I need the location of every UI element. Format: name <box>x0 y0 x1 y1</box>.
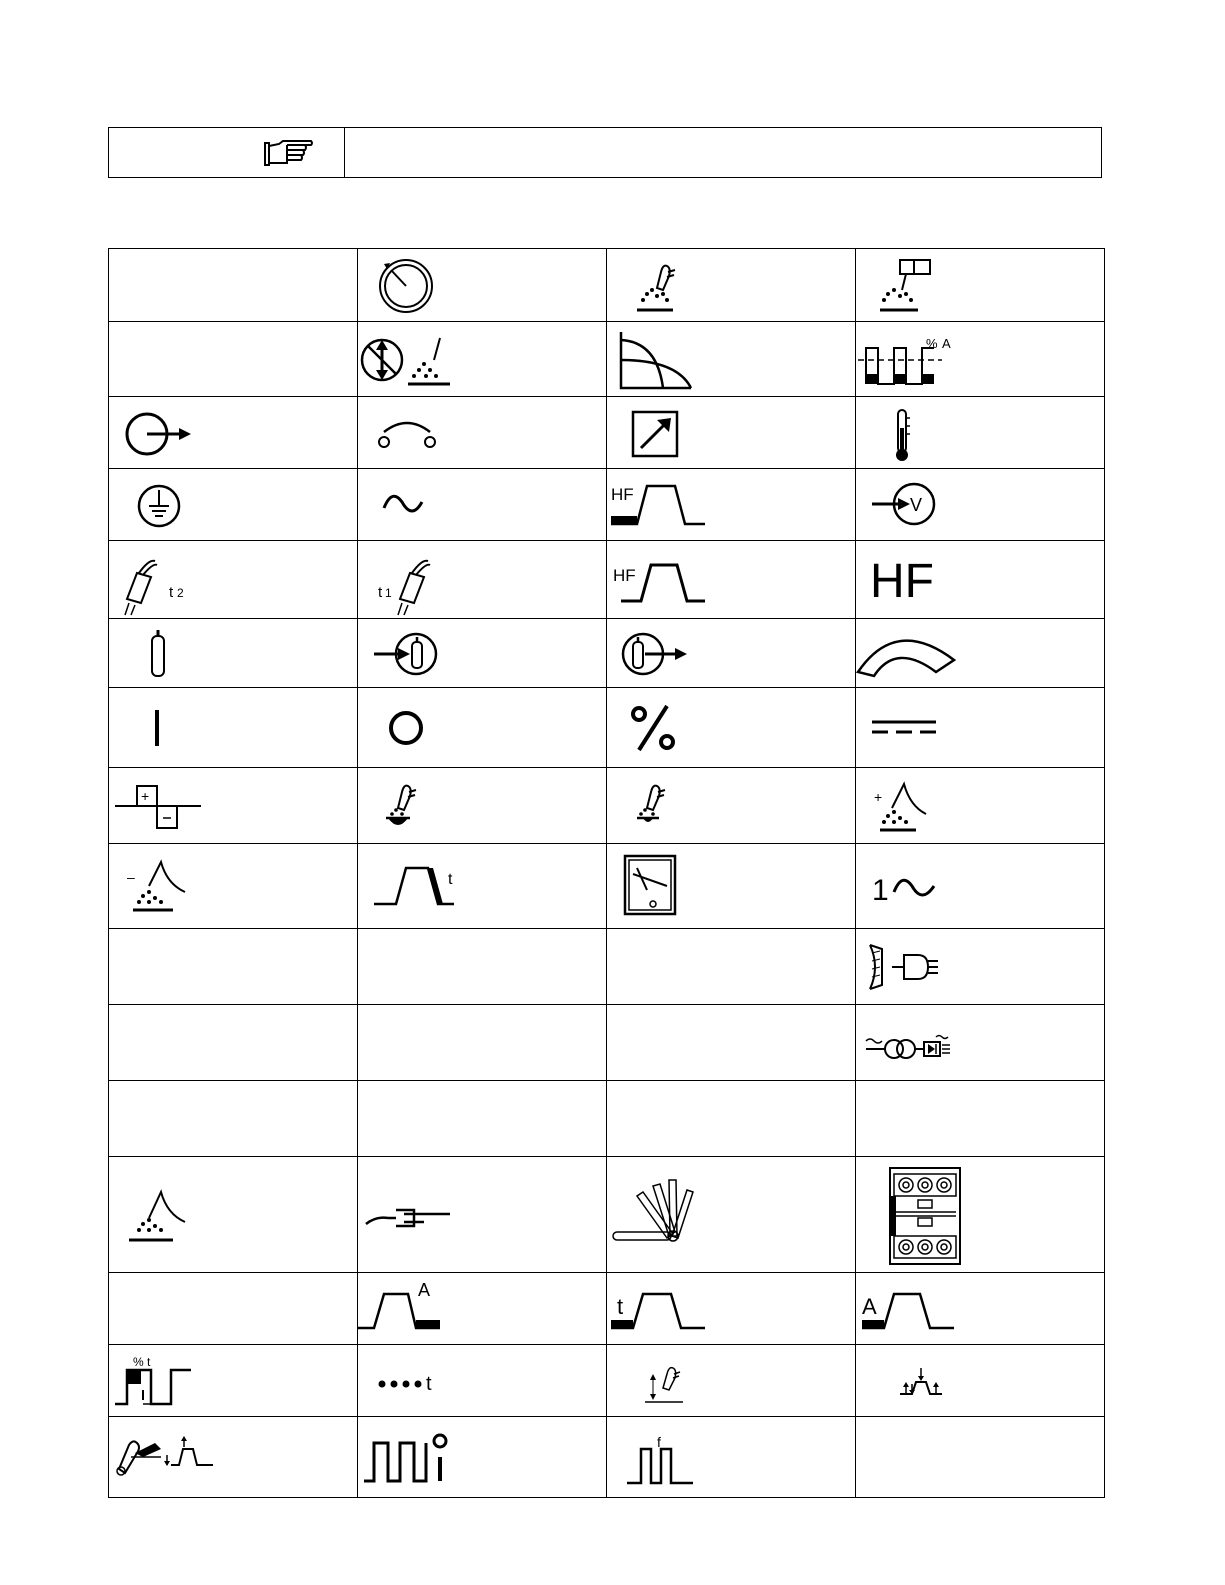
pulse-wave-icon <box>358 1419 478 1495</box>
svg-text:HF: HF <box>611 484 634 504</box>
remote-control-icon <box>607 398 727 468</box>
symbol-cell <box>109 1345 358 1417</box>
symbol-cell <box>358 1005 607 1081</box>
downslope-time-icon <box>358 846 478 926</box>
welding-angle-icon <box>607 1160 727 1270</box>
symbol-cell <box>607 768 856 844</box>
symbol-cell <box>607 619 856 688</box>
svg-text:1: 1 <box>872 874 889 907</box>
table-row <box>109 688 1105 768</box>
svg-text:t: t <box>147 1354 151 1369</box>
electrode-holder-icon <box>358 1160 478 1270</box>
pulse-balance-icon <box>856 324 976 394</box>
table-row <box>109 1345 1105 1417</box>
table-row <box>109 1417 1105 1498</box>
svg-text:HF: HF <box>870 554 934 608</box>
stick-welding-icon <box>109 1419 229 1495</box>
symbol-cell <box>358 322 607 397</box>
ac-balance-icon <box>109 770 229 842</box>
gas-output-icon <box>607 620 727 686</box>
symbol-cell <box>856 469 1105 541</box>
symbol-cell <box>856 1005 1105 1081</box>
svg-text:A: A <box>418 1279 431 1300</box>
symbol-cell <box>856 1273 1105 1345</box>
symbol-cell <box>607 1273 856 1345</box>
symbol-cell <box>856 688 1105 768</box>
plug-connector-icon <box>856 931 976 1003</box>
note-icon-cell <box>109 128 345 177</box>
single-phase-ac-icon <box>856 846 976 926</box>
dc-icon <box>856 690 976 766</box>
svg-text:t: t <box>378 583 383 601</box>
symbol-cell <box>358 619 607 688</box>
pointing-hand-icon <box>259 135 319 175</box>
peak-current-icon <box>358 1274 478 1344</box>
table-row <box>109 469 1105 541</box>
symbol-cell <box>358 929 607 1005</box>
svg-text:1: 1 <box>385 585 392 600</box>
power-off-icon <box>358 690 478 766</box>
symbol-cell <box>607 1005 856 1081</box>
svg-text:A: A <box>862 1293 877 1319</box>
svg-text:+: + <box>874 788 883 805</box>
ac-sine-icon <box>358 470 478 540</box>
table-row <box>109 1081 1105 1157</box>
symbol-cell <box>607 1157 856 1273</box>
gas-preflow-icon <box>358 543 478 617</box>
lift-arc-icon <box>607 1346 727 1416</box>
symbol-cell <box>109 1081 358 1157</box>
symbol-cell <box>607 249 856 322</box>
symbol-cell <box>109 469 358 541</box>
voltage-input-icon <box>856 470 976 540</box>
svg-text:A: A <box>942 336 951 351</box>
symbol-cell <box>607 322 856 397</box>
no-arc-restrike-icon <box>358 324 478 394</box>
svg-text:t: t <box>426 1372 432 1395</box>
symbol-cell <box>358 1081 607 1157</box>
symbol-cell <box>109 844 358 929</box>
symbol-cell <box>358 469 607 541</box>
negative-arc-icon <box>109 846 229 926</box>
table-row <box>109 619 1105 688</box>
hf-lift-icon <box>607 543 727 617</box>
table-row <box>109 844 1105 929</box>
symbol-cell <box>856 929 1105 1005</box>
table-row <box>109 397 1105 469</box>
table-row <box>109 541 1105 619</box>
symbol-cell <box>856 322 1105 397</box>
symbol-cell <box>856 1417 1105 1498</box>
symbol-cell <box>856 1345 1105 1417</box>
svg-text:+: + <box>141 787 150 804</box>
svg-text:%: % <box>133 1354 144 1369</box>
hf-start-icon <box>607 470 727 540</box>
symbol-cell <box>109 1417 358 1498</box>
symbol-cell <box>607 1417 856 1498</box>
symbol-cell <box>607 688 856 768</box>
meter-icon <box>607 846 727 926</box>
arc-force-icon <box>358 398 478 468</box>
symbol-cell <box>856 619 1105 688</box>
symbol-cell <box>856 1157 1105 1273</box>
symbol-cell <box>109 1005 358 1081</box>
symbol-cell <box>358 1417 607 1498</box>
table-row <box>109 1273 1105 1345</box>
symbol-cell <box>109 397 358 469</box>
table-row <box>109 929 1105 1005</box>
svg-text:t: t <box>169 583 174 601</box>
symbol-cell <box>607 1081 856 1157</box>
drooping-characteristic-icon <box>607 324 727 394</box>
symbol-cell <box>109 541 358 619</box>
terminal-block-icon <box>856 1160 976 1270</box>
cleaning-icon <box>607 770 727 842</box>
svg-text:–: – <box>127 869 135 885</box>
symbol-table <box>108 248 1105 1498</box>
table-row <box>109 1157 1105 1273</box>
svg-text:%: % <box>926 336 938 351</box>
penetration-icon <box>358 770 478 842</box>
symbol-cell <box>358 688 607 768</box>
symbol-cell <box>607 469 856 541</box>
table-row <box>109 1005 1105 1081</box>
symbol-cell <box>607 844 856 929</box>
hf-icon <box>856 543 976 617</box>
svg-text:V: V <box>910 494 923 515</box>
symbol-cell <box>358 1273 607 1345</box>
symbol-cell <box>607 1345 856 1417</box>
spot-time-icon <box>358 1346 478 1416</box>
symbol-cell <box>109 929 358 1005</box>
symbol-cell <box>109 322 358 397</box>
initial-final-current-icon <box>856 1346 976 1416</box>
protective-earth-icon <box>109 470 229 540</box>
symbol-cell <box>358 1157 607 1273</box>
symbol-cell <box>856 541 1105 619</box>
symbol-cell <box>856 768 1105 844</box>
percent-icon <box>607 690 727 766</box>
pulse-frequency-icon <box>607 1419 727 1495</box>
timer-icon <box>358 250 478 320</box>
symbol-cell <box>109 1157 358 1273</box>
svg-text:f: f <box>657 1434 661 1450</box>
current-level-icon <box>856 1274 976 1344</box>
power-on-icon <box>109 690 229 766</box>
symbol-cell <box>358 768 607 844</box>
table-row <box>109 249 1105 322</box>
symbol-cell <box>607 541 856 619</box>
symbol-cell <box>109 249 358 322</box>
symbol-cell <box>607 929 856 1005</box>
output-icon <box>109 398 229 468</box>
mig-torch-icon <box>856 250 976 320</box>
svg-text:HF: HF <box>613 565 636 585</box>
gas-postflow-icon <box>109 543 229 617</box>
table-row <box>109 322 1105 397</box>
transformer-rectifier-icon <box>856 1007 976 1079</box>
symbol-cell <box>109 688 358 768</box>
svg-text:t: t <box>617 1293 624 1319</box>
positive-arc-icon <box>856 770 976 842</box>
temperature-icon <box>856 398 976 468</box>
symbol-cell <box>358 1345 607 1417</box>
symbol-cell <box>856 397 1105 469</box>
symbol-cell <box>358 397 607 469</box>
arc-range-icon <box>856 620 976 686</box>
torch-welding-icon <box>607 250 727 320</box>
symbol-cell <box>856 249 1105 322</box>
symbol-cell <box>109 619 358 688</box>
symbol-cell <box>358 249 607 322</box>
symbol-cell <box>856 1081 1105 1157</box>
gas-input-icon <box>358 620 478 686</box>
symbol-cell <box>109 768 358 844</box>
arc-icon <box>109 1160 229 1270</box>
symbol-cell <box>358 541 607 619</box>
time-icon <box>607 1274 727 1344</box>
note-box <box>108 127 1102 178</box>
svg-text:2: 2 <box>177 585 184 600</box>
table-row <box>109 768 1105 844</box>
symbol-cell <box>109 1273 358 1345</box>
symbol-cell <box>607 397 856 469</box>
gas-cylinder-icon <box>109 620 229 686</box>
pulse-duty-icon <box>109 1346 229 1416</box>
note-text-cell <box>345 128 1101 177</box>
symbol-cell <box>358 844 607 929</box>
svg-text:t: t <box>448 871 453 888</box>
symbol-cell <box>856 844 1105 929</box>
